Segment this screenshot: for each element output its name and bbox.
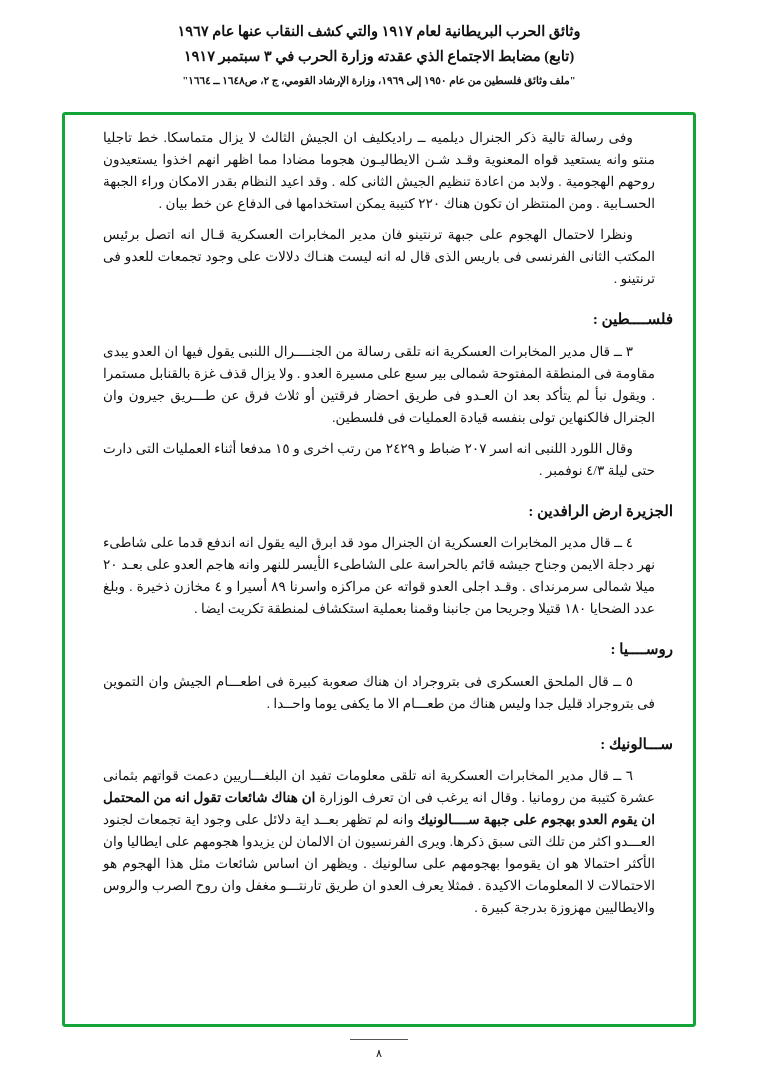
- header-source-line: "ملف وثائق فلسطين من عام ١٩٥٠ إلى ١٩٦٩، وزارة الإرشاد القومي، ج ٢، ص١٦٤٨ ــ ١٦٦٤": [182, 76, 576, 88]
- section-spacer: [81, 482, 677, 501]
- paragraph-spacer: [81, 215, 677, 224]
- green-border-frame: [62, 112, 696, 1027]
- paragraph-palestine-1: ٣ ــ قال مدير المخابرات العسكرية انه تلقى رسالة من الجنــــرال اللنبى يقول فيها ان العدو يبدى مقاومة فى المنطقة المفتوحة شمالى بير سبع على مسيرة العدو . ولا يزال قذف غزة بالقنابل مستمرا . ويقول نبأ لم يتأكد بعد ان العـدو فى طريق احضار فرقتين أو ثلاث فرق عن طـــريق جيرون وان الجنرال فالكنهاين تولى بنفسه قيادة العمليات فى فلسطين.: [103, 343, 655, 425]
- paragraph-salonica: [81, 765, 677, 919]
- section-heading-palestine: فلســــطين :: [592, 312, 673, 329]
- heading-spacer: [81, 332, 677, 341]
- page-number: ٨: [376, 1048, 382, 1060]
- document-body: [81, 127, 677, 1014]
- heading-spacer: [81, 523, 677, 532]
- paragraph-italy-front: وفى رسالة تالية ذكر الجنرال ديلميه ــ راديكليف ان الجيش الثالث لا يزال متماسكا. خط تاجليا منتو وانه يستعيد قواه المعنوية وقـد شـن الايطاليـون هجوما مضادا مما اظهر انهم اخذوا يستعيدون روحهم الهجومية . ولابد من اعادة تنظيم الجيش الثانى كله . وقد اعيد النظام بقدر الامكان وراء الجبهة الحسـابية . ومن المنتظر ان تكون هناك ٢٢٠ كتيبة يمكن استخدامها فى الدفاع عن خط بيان .: [103, 130, 655, 212]
- paragraph-mesopotamia: ٤ ــ قال مدير المخابرات العسكرية ان الجنرال مود قد ابرق اليه يقول انه اندفع قدما على شاطىء نهر دجلة الايمن وجناح جيشه قائم بالحراسة على الشاطىء الأيسر للنهر وانه هاجم العدو على بعـد ٢٠ ميلا شمالى سرمرنداى . وقـد اجلى العدو قواته عن مراكزه واسرنا ٨٩ أسيرا و ٤ مخازن ذخيرة . وبلغ عدد الضحايا ١٨٠ قتيلا وجريحا من جانبنا وقمنا بعملية استكشاف لمنطقة تكريت ايضا .: [103, 535, 656, 617]
- paragraph-spacer: [81, 429, 677, 438]
- heading-spacer: [81, 756, 677, 765]
- footer-divider: [350, 1039, 408, 1040]
- section-heading-russia: روســــيا :: [610, 642, 673, 659]
- heading-spacer: [81, 662, 677, 671]
- paragraph-russia: ٥ ــ قال الملحق العسكرى فى بتروجراد ان هناك صعوبة كبيرة فى اطعـــام الجيش وان التموين فى بتروجراد قليل جدا وليس هناك من طعـــام الا ما يكفى يوما واحــدا .: [103, 673, 655, 711]
- section-spacer: [81, 715, 677, 734]
- section-heading-mesopotamia: الجزيرة ارض الرافدين :: [528, 503, 673, 520]
- section-heading-salonica: ســـالونيك :: [600, 736, 673, 753]
- section-spacer: [81, 290, 677, 309]
- header-title-line-1: وثائق الحرب البريطانية لعام ١٩١٧ والتي كشف النقاب عنها عام ١٩٦٧: [177, 24, 581, 40]
- paragraph-palestine-2: وقال اللورد اللنبى انه اسر ٢٠٧ ضباط و ٢٤٢٩ من رتب اخرى و ١٥ مدفعا أثناء العمليات التى دارت حتى ليلة ٤/٣ نوفمبر .: [103, 440, 655, 478]
- section-spacer: [81, 620, 677, 639]
- paragraph-salonica-part-1: ٦ ــ قال مدير المخابرات العسكرية انه تلقى معلومات تفيد ان البلغـــاريين دعمت قواتهم بثمانى عشرة كتيبة من رومانيا . وقال انه يرغب فى ان تعرف الوزارة: [103, 768, 655, 806]
- paragraph-salonica-emphasis: ان هناك شائعات تقول انه من المحتمل ان يقوم العدو بهجوم على جبهة ســــالونيك: [103, 790, 655, 828]
- document-header: [0, 0, 758, 93]
- paragraph-trentino: ونظرا لاحتمال الهجوم على جبهة ترنتينو فان مدير المخابرات العسكرية قـال انه اتصل برئيس المكتب الثانى الفرنسى فى باريس الذى قال له انه ليست هنـاك دلالات على وجود تجمعات للعدو فى ترنتينو .: [103, 227, 655, 287]
- paragraph-salonica-part-2: وانه لم تظهر بعــد اية دلائل على وجود اية تجمعات لجنود العـــدو اكثر من تلك التى سبق ذكرها. ويرى الفرنسيون ان الالمان لن يزيدوا هجومهم على ايطاليا وان الأكثر احتمالا هو ان يقوموا بهجومهم على سالونيك . ويظهر ان اساس شائعات مثل هذا الهجوم هو الاحتمالات لا المعلومات الاكيدة . فمثلا يعرف العدو ان طريق تارنتـــو مغفل وان روح الصرب والروس والايطاليين مهزوزة بدرجة كبيرة .: [103, 812, 655, 916]
- header-title-line-2: (تابع) مضابط الاجتماع الذي عقدته وزارة الحرب في ٣ سبتمبر ١٩١٧: [183, 48, 575, 65]
